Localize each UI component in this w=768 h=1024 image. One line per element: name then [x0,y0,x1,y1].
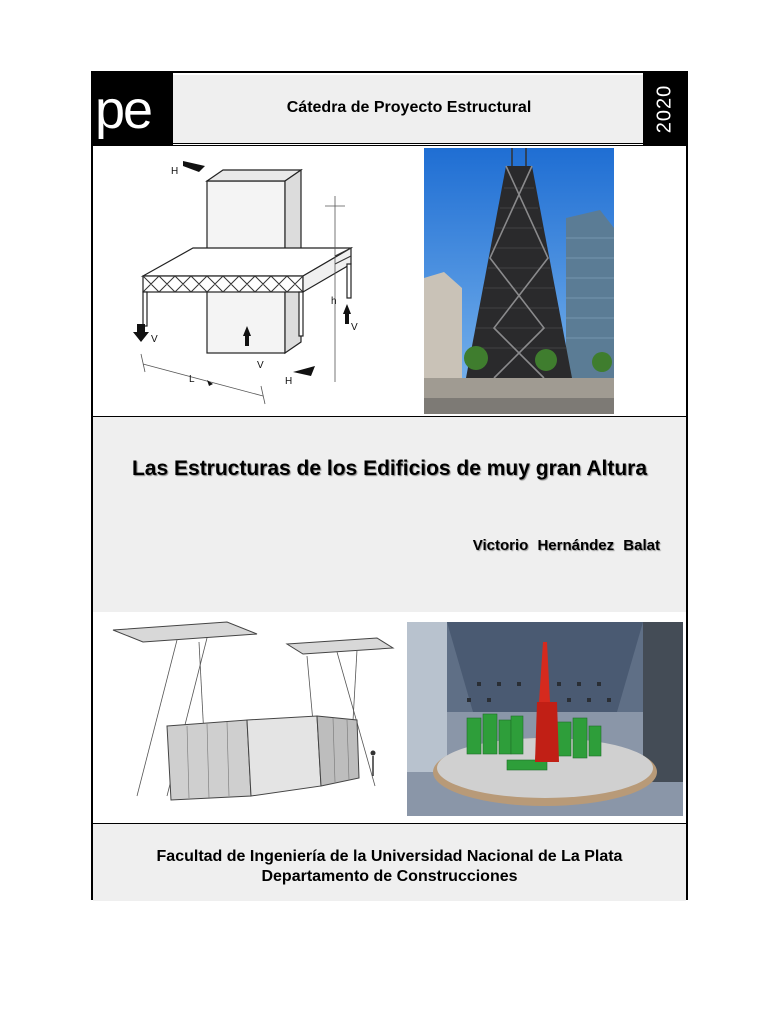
author-name: Victorio Hernández Balat [472,537,660,554]
label-v-right: V [351,322,358,333]
logo-text: pe [95,80,152,140]
image-row-bottom [93,612,686,822]
machinery-illustration [107,616,397,816]
main-title: Las Estructuras de los Edificios de muy gran Altura [131,457,648,480]
footer-band [93,823,686,901]
catedra-title: Cátedra de Proyecto Estructural [286,99,532,116]
wind-tunnel-photo [407,622,683,816]
structural-diagram [93,146,393,418]
logo [93,73,173,145]
year-label: 2020 [653,84,675,134]
image-row-top [93,145,686,418]
label-l: L [189,374,195,385]
label-h-top: H [171,166,179,177]
label-h-height: h [331,296,337,307]
header-band [173,75,645,144]
year-box [643,73,686,145]
title-band [93,416,686,613]
cover-frame [91,71,688,900]
label-v-left: V [151,334,158,345]
label-h-bottom: H [285,376,293,387]
faculty-name: Facultad de Ingeniería de la Universidad Nacional de La Plata [156,848,623,865]
department-name: Departamento de Construcciones [261,868,518,885]
skyscraper-photo [424,148,614,414]
label-v-mid: V [257,360,264,371]
